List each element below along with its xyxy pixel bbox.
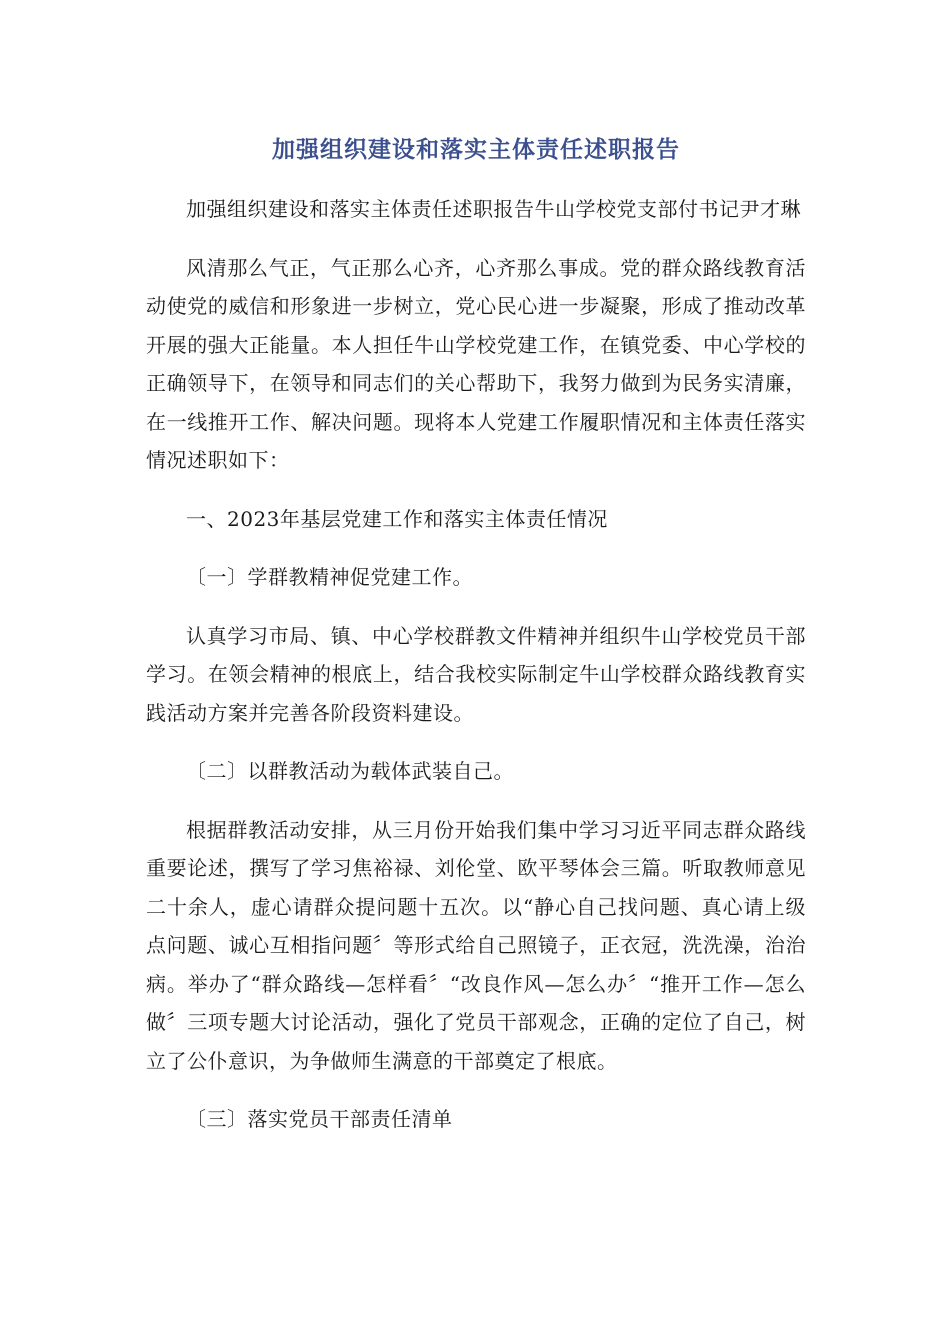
document-title: 加强组织建设和落实主体责任述职报告 [272,137,680,163]
section-heading: 一、2023年基层党建工作和落实主体责任情况 [186,506,608,531]
subsection-heading: 〔一〕学群教精神促党建工作。 [186,565,473,589]
subsection-heading: 〔三〕落实党员干部责任清单 [186,1107,453,1131]
body-paragraph: 认真学习市局、镇、中心学校群教文件精神并组织牛山学校党员干部学习。在领会精神的根底上，结合我校实际制定牛山学校群众路线教育实践活动方案并完善各阶段资料建设。 [146,623,806,725]
intro-line: 加强组织建设和落实主体责任述职报告牛山学校党支部付书记尹才琳 [186,197,801,221]
body-paragraph: 风清那么气正，气正那么心齐，心齐那么事成。党的群众路线教育活动使党的威信和形象进一步树立，党心民心进一步凝聚，形成了推动改革开展的强大正能量。本人担任牛山学校党建工作，在镇党委、中心学校的正确领导下，在领导和同志们的关心帮助下，我努力做到为民务实清廉，在一线推开工作、解决问题。现将本人党建工作履职情况和主体责任落实情况述职如下： [146,255,806,472]
body-paragraph: 根据群教活动安排，从三月份开始我们集中学习习近平同志群众路线重要论述，撰写了学习焦裕禄、刘伦堂、欧平琴体会三篇。听取教师意见二十余人，虚心请群众提问题十五次。以“静心自己找问题、真心请上级点问题、诚心互相指问题〞等形式给自己照镜子，正衣冠，洗洗澡，治治病。举办了“群众路线—怎样看〞“改良作风—怎么办〞“推开工作—怎么做〞三项专题大讨论活动，强化了党员干部观念，正确的定位了自己，树立了公仆意识，为争做师生满意的干部奠定了根底。 [146,817,806,1073]
subsection-heading: 〔二〕以群教活动为载体武装自己。 [186,759,514,783]
